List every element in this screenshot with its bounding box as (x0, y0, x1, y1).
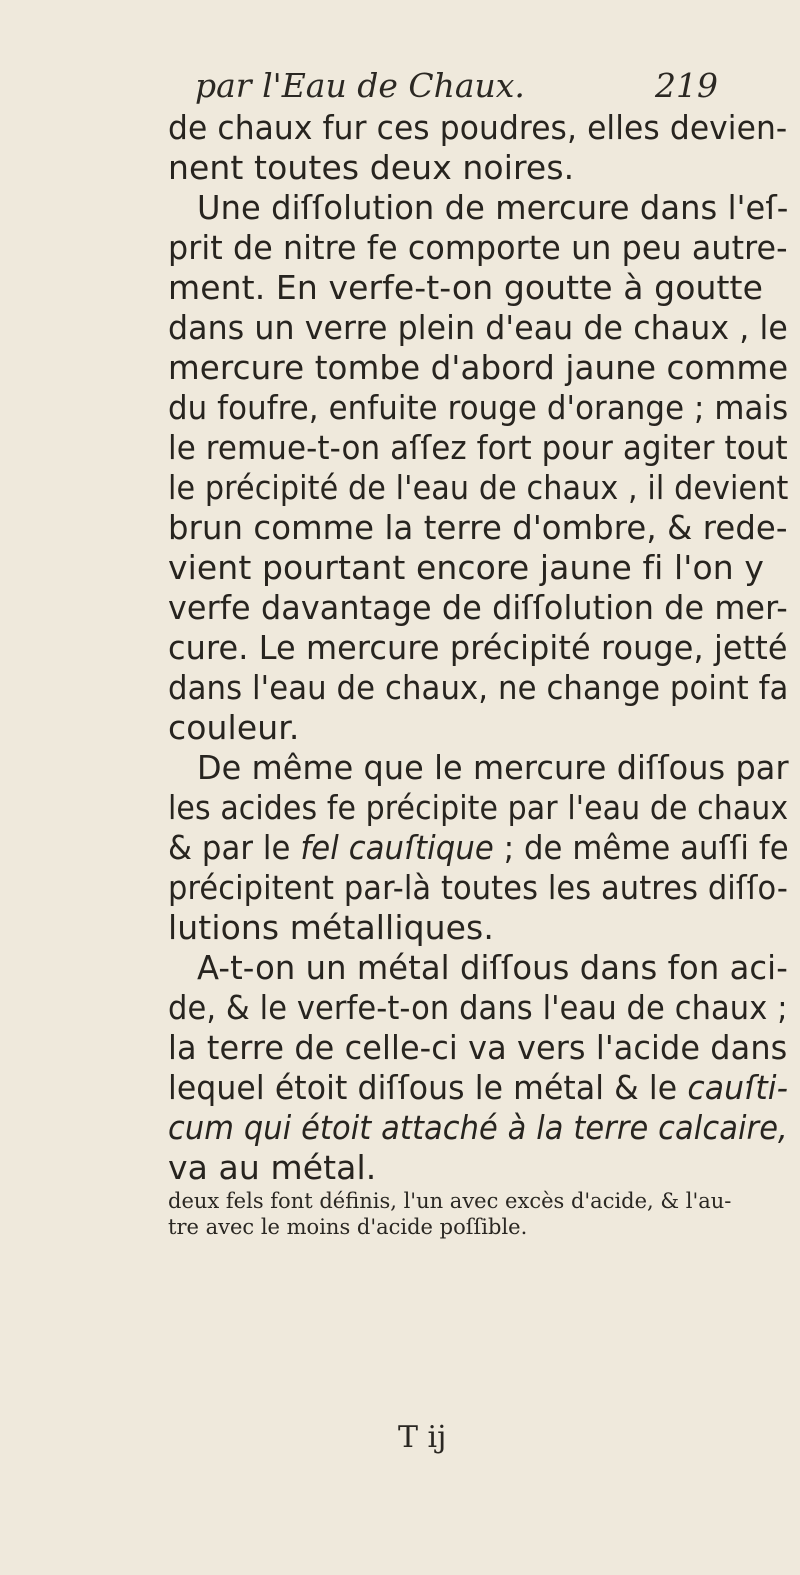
text-line: mercure tombe d'abord jaune comme (168, 348, 789, 387)
text-line: nent toutes deux noires. (168, 148, 575, 187)
text-line: brun comme la terre d'ombre, & rede- (168, 508, 788, 547)
italic-term: cauſti- (687, 1068, 789, 1107)
text-fragment: cum qui étoit attaché à la terre calcaire, (168, 1108, 788, 1147)
text-line: lutions métalliques. (168, 908, 494, 947)
signature-mark: T ij (398, 1420, 447, 1455)
text-line: le précipité de l'eau de chaux , il devient (168, 468, 789, 507)
footnote-line: tre avec le moins d'acide poſſible. (168, 1215, 528, 1239)
text-line: cure. Le mercure précipité rouge, jetté (168, 628, 788, 667)
text-line: ment. En verfe-t-on goutte à goutte (168, 268, 763, 307)
text-line: prit de nitre fe comporte un peu autre- (168, 228, 788, 267)
text-line: le remue-t-on aſſez fort pour agiter tout (168, 428, 788, 467)
text-line: Une diſſolution de mercure dans l'eſ- (197, 188, 789, 227)
text-line: de chaux fur ces poudres, elles devien- (168, 108, 788, 147)
page-header (0, 66, 800, 106)
text-fragment: ; de même auſſi fe (493, 828, 789, 867)
text-line: dans un verre plein d'eau de chaux , le (168, 308, 788, 347)
text-fragment: lequel étoit diſſous le métal & le (168, 1068, 688, 1107)
text-line: va au métal. (168, 1148, 377, 1187)
text-fragment: & par le (168, 828, 301, 867)
text-line: les acides fe précipite par l'eau de chaux (168, 788, 789, 827)
text-line: couleur. (168, 708, 300, 747)
text-line (168, 1108, 788, 1148)
text-line: précipitent par-là toutes les autres diſſo- (168, 868, 788, 907)
text-line: de, & le verfe-t-on dans l'eau de chaux ; (168, 988, 788, 1027)
text-line (168, 1068, 788, 1108)
text-line: A-t-on un métal diſſous dans fon aci- (197, 948, 788, 987)
text-line: la terre de celle-ci va vers l'acide dans (168, 1028, 788, 1067)
italic-term: fel cauſtique (300, 828, 494, 867)
footnote-line: deux fels font définis, l'un avec excès d'acide, & l'au- (168, 1189, 732, 1213)
text-line: du foufre, enfuite rouge d'orange ; mais (168, 388, 789, 427)
running-head: par l'Eau de Chaux. (195, 66, 525, 105)
text-line: vient pourtant encore jaune fi l'on y (168, 548, 765, 587)
text-line: dans l'eau de chaux, ne change point fa (168, 668, 789, 707)
page-number: 219 (655, 66, 718, 105)
text-line (168, 828, 789, 868)
text-line: De même que le mercure diſſous par (197, 748, 789, 787)
text-line: verfe davantage de diſſolution de mer- (168, 588, 788, 627)
